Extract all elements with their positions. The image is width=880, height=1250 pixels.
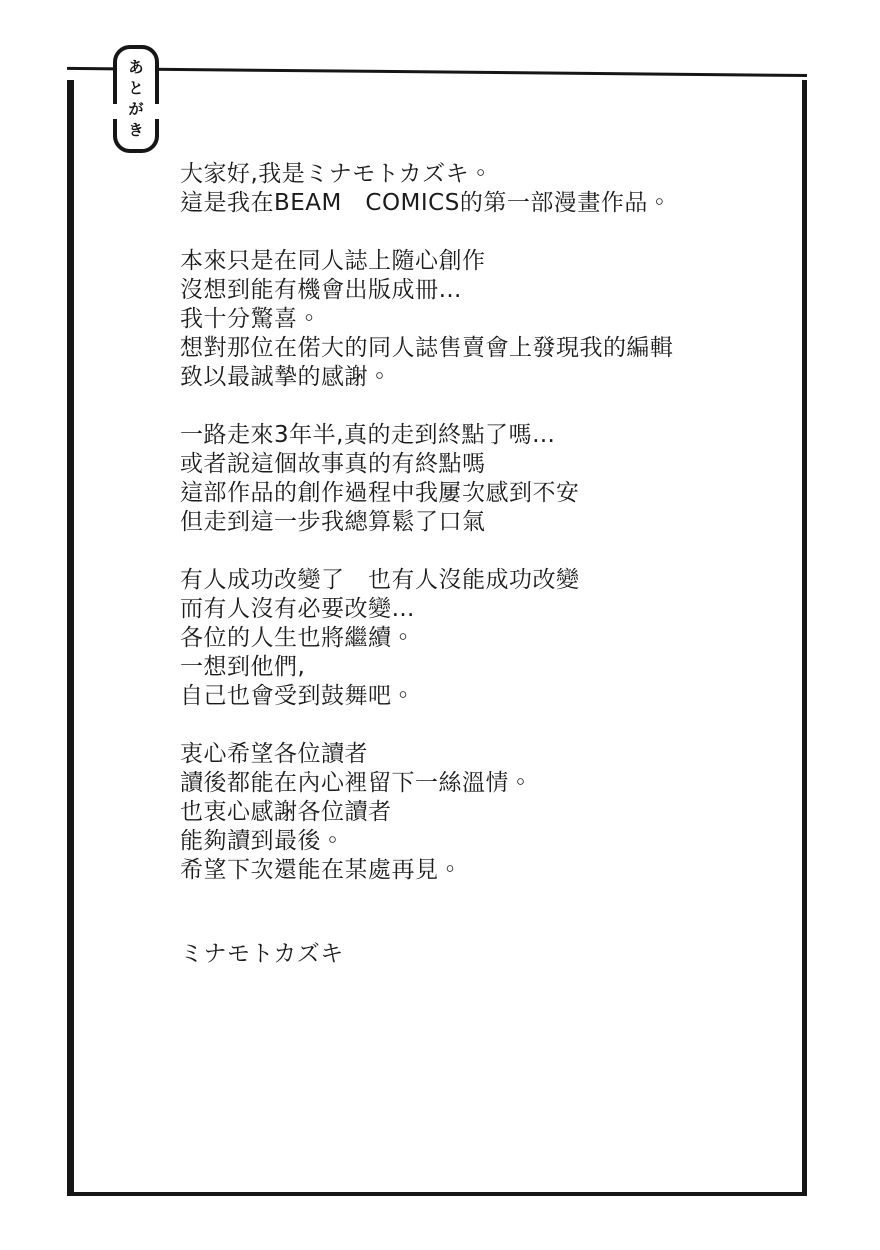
afterword-line: 或者說這個故事真的有終點嗎	[180, 451, 486, 477]
afterword-paragraph	[180, 160, 770, 218]
afterword-line: 本來只是在同人誌上隨心創作	[180, 248, 486, 274]
afterword-line: 自己也會受到鼓舞吧。	[180, 683, 415, 709]
afterword-line: 能夠讀到最後。	[180, 828, 345, 854]
afterword-line: 但走到這一步我總算鬆了口氣	[180, 509, 486, 535]
afterword-paragraph	[180, 421, 770, 537]
afterword-paragraphs	[180, 160, 770, 885]
afterword-signature: ミナモトカズキ	[180, 941, 344, 967]
page-frame-top-edge	[67, 67, 807, 77]
afterword-text	[180, 160, 770, 969]
afterword-paragraph	[180, 247, 770, 392]
tab-char: き	[128, 121, 144, 139]
afterword-line: 衷心希望各位讀者	[180, 741, 368, 767]
afterword-line: 這部作品的創作過程中我屢次感到不安	[180, 480, 580, 506]
afterword-line: 大家好,我是ミナモトカズキ。	[180, 161, 493, 187]
afterword-line: 這是我在BEAM COMICS的第一部漫畫作品。	[180, 190, 672, 216]
afterword-line: 一路走來3年半,真的走到終點了嗎…	[180, 422, 556, 448]
tab-char: あ	[128, 58, 144, 76]
afterword-line: 各位的人生也將繼續。	[180, 625, 415, 651]
afterword-line: 也衷心感謝各位讀者	[180, 799, 392, 825]
afterword-line: 我十分驚喜。	[180, 306, 321, 332]
afterword-line: 讀後都能在內心裡留下一絲溫情。	[180, 770, 533, 796]
afterword-line: 而有人沒有必要改變…	[180, 596, 415, 622]
afterword-line: 一想到他們,	[180, 654, 306, 680]
afterword-line: 希望下次還能在某處再見。	[180, 857, 462, 883]
afterword-line: 有人成功改變了 也有人沒能成功改變	[180, 567, 580, 593]
tab-char: と	[128, 79, 144, 97]
afterword-line: 沒想到能有機會出版成冊…	[180, 277, 462, 303]
afterword-paragraph	[180, 740, 770, 885]
afterword-line: 致以最誠摯的感謝。	[180, 364, 392, 390]
tab-border-break-left	[108, 104, 120, 119]
afterword-line: 想對那位在偌大的同人誌售賣會上發現我的編輯	[180, 335, 674, 361]
tab-char: が	[128, 100, 144, 118]
tab-border-break-right	[150, 104, 162, 119]
chapter-tab-atogaki	[113, 45, 159, 153]
afterword-paragraph	[180, 566, 770, 711]
